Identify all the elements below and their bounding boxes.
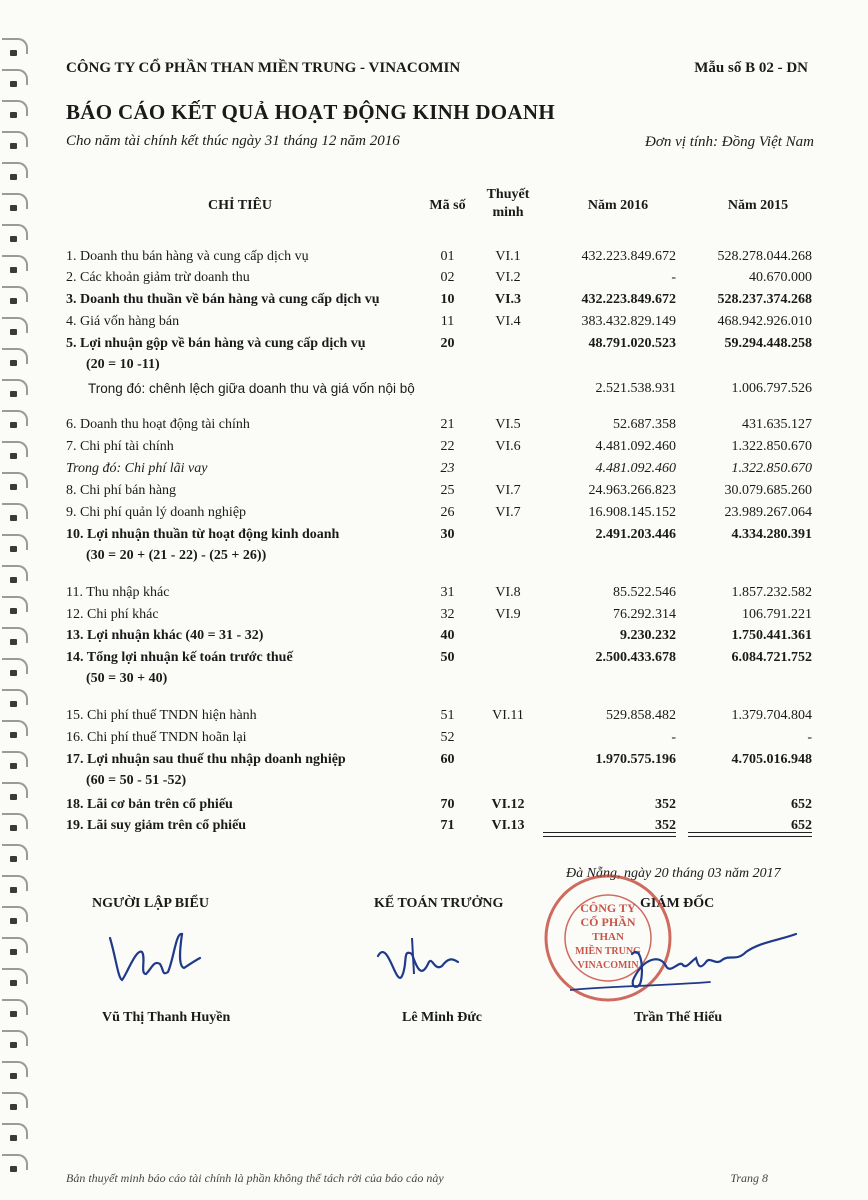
row-label: 4. Giá vốn hàng bán: [66, 314, 180, 329]
row-code: 71: [440, 818, 455, 833]
row-value-2016: 352: [655, 818, 676, 833]
row-value-2016: 432.223.849.672: [581, 249, 676, 264]
row-value-2016: 76.292.314: [613, 607, 676, 622]
row-value-2015: 30.079.685.260: [724, 483, 812, 498]
stamp-line-5: VINACOMIN: [577, 960, 639, 971]
binding-hole: [10, 236, 17, 242]
preparer-signature: [96, 918, 206, 998]
place-and-date: Đà Nẵng, ngày 20 tháng 03 năm 2017: [566, 866, 781, 881]
table-row: [0, 606, 868, 627]
binding-hole: [10, 1166, 17, 1172]
row-value-2015: 1.322.850.670: [731, 439, 812, 454]
row-value-2015: 652: [791, 797, 812, 812]
row-value-2016: 1.970.575.196: [595, 752, 676, 767]
column-header-note: [478, 186, 538, 222]
chief-accountant-title: KẾ TOÁN TRƯỞNG: [374, 896, 504, 911]
table-row: [0, 584, 868, 605]
row-value-2015: 1.379.704.804: [731, 708, 812, 723]
row-label: 2. Các khoản giảm trừ doanh thu: [66, 270, 250, 285]
binding-hole: [10, 577, 17, 583]
total-double-underline-2015: [688, 832, 812, 837]
total-double-underline-2016: [543, 832, 676, 837]
table-row: [0, 796, 868, 817]
row-code: 30: [440, 527, 455, 542]
table-row: [0, 248, 868, 269]
preparer-name: Vũ Thị Thanh Huyền: [102, 1010, 231, 1025]
binding-hole: [10, 1073, 17, 1079]
row-code: 50: [440, 650, 455, 665]
row-value-2016: 2.521.538.931: [595, 381, 676, 396]
table-row: [0, 729, 868, 750]
row-label: 8. Chi phí bán hàng: [66, 483, 177, 498]
binding-hole: [10, 174, 17, 180]
report-period: Cho năm tài chính kết thúc ngày 31 tháng 12 năm 2016: [66, 133, 400, 149]
row-value-2015: 431.635.127: [742, 417, 812, 432]
company-name: CÔNG TY CỔ PHẦN THAN MIỀN TRUNG - VINACOMIN: [66, 60, 461, 76]
row-value-2015: 1.006.797.526: [731, 381, 812, 396]
table-row: [0, 313, 868, 334]
table-row: [0, 504, 868, 525]
stamp-line-2: CỔ PHẦN: [580, 915, 636, 929]
row-value-2015: 6.084.721.752: [731, 650, 812, 665]
row-note: VI.12: [491, 797, 525, 812]
row-label: 14. Tổng lợi nhuận kế toán trước thuế: [66, 650, 293, 665]
row-label: 18. Lãi cơ bản trên cổ phiếu: [66, 797, 233, 812]
row-value-2016: 352: [655, 797, 676, 812]
row-note: VI.11: [492, 708, 524, 723]
row-value-2015: 4.705.016.948: [731, 752, 812, 767]
row-label: 15. Chi phí thuế TNDN hiện hành: [66, 708, 257, 723]
row-value-2016: 16.908.145.152: [588, 505, 676, 520]
chief-accountant-signature: [372, 928, 472, 998]
table-row: [0, 438, 868, 459]
row-code: 20: [440, 336, 455, 351]
table-row: [0, 751, 868, 772]
row-value-2015: 4.334.280.391: [731, 527, 812, 542]
row-value-2015: 59.294.448.258: [724, 336, 812, 351]
row-code: 22: [440, 439, 455, 454]
binding-hole: [10, 360, 17, 366]
footer-note: Bản thuyết minh báo cáo tài chính là phần không thể tách rời của báo cáo này: [66, 1171, 444, 1185]
binding-hole: [10, 949, 17, 955]
director-signature: [570, 914, 800, 1014]
stamp-line-4: MIỀN TRUNG: [575, 946, 641, 957]
row-value-2016: 9.230.232: [620, 628, 676, 643]
table-row: [0, 291, 868, 312]
row-label: 9. Chi phí quản lý doanh nghiệp: [66, 505, 247, 520]
row-value-2015: 106.791.221: [742, 607, 812, 622]
row-note: VI.1: [495, 249, 521, 264]
row-value-2015: 1.857.232.582: [731, 585, 812, 600]
column-header-2015: Năm 2015: [727, 198, 789, 213]
row-label: 6. Doanh thu hoạt động tài chính: [66, 417, 250, 432]
row-value-2015: 23.989.267.064: [724, 505, 812, 520]
row-note: VI.3: [494, 292, 522, 307]
report-title: BÁO CÁO KẾT QUẢ HOẠT ĐỘNG KINH DOANH: [66, 100, 555, 124]
row-code: 52: [440, 730, 455, 745]
row-label: 11. Thu nhập khác: [66, 585, 170, 600]
row-note: VI.8: [495, 585, 521, 600]
table-row: [0, 627, 868, 648]
row-note: VI.4: [495, 314, 521, 329]
row-label: 12. Chi phí khác: [66, 607, 159, 622]
row-code: 26: [440, 505, 455, 520]
row-code: 25: [440, 483, 455, 498]
row-label: Trong đó: Chi phí lãi vay: [66, 461, 208, 476]
row-label: 16. Chi phí thuế TNDN hoãn lại: [66, 730, 247, 745]
column-header-2016: Năm 2016: [587, 198, 649, 213]
row-value-2016: -: [671, 730, 676, 745]
row-value-2016: 383.432.829.149: [581, 314, 676, 329]
binding-hole: [10, 670, 17, 676]
binding-hole: [10, 887, 17, 893]
row-value-2016: 4.481.092.460: [595, 439, 676, 454]
row-code: 23: [440, 461, 455, 476]
row-note: VI.5: [495, 417, 521, 432]
row-value-2016: 432.223.849.672: [581, 292, 676, 307]
currency-unit: Đơn vị tính: Đồng Việt Nam: [645, 134, 814, 150]
binding-hole: [10, 918, 17, 924]
table-row: [0, 707, 868, 728]
row-code: 32: [440, 607, 455, 622]
row-formula: (60 = 50 - 51 -52): [86, 773, 187, 788]
binding-hole: [10, 1104, 17, 1110]
row-code: 40: [440, 628, 455, 643]
row-formula: (30 = 20 + (21 - 22) - (25 + 26)): [86, 548, 267, 563]
row-note: VI.9: [495, 607, 521, 622]
preparer-title: NGƯỜI LẬP BIỂU: [92, 896, 209, 911]
stamp-line-3: THAN: [592, 931, 624, 943]
table-row: [0, 526, 868, 547]
table-row: [0, 460, 868, 481]
row-label: 13. Lợi nhuận khác (40 = 31 - 32): [66, 628, 264, 643]
row-code: 11: [440, 314, 455, 329]
row-note: VI.2: [495, 270, 521, 285]
column-header-note-line2: minh: [492, 205, 524, 220]
row-code: 01: [440, 249, 455, 264]
binding-hole: [10, 856, 17, 862]
row-label: 10. Lợi nhuận thuần từ hoạt động kinh doanh: [66, 527, 340, 542]
row-label: Trong đó: chênh lệch giữa doanh thu và giá vốn nội bộ: [88, 381, 415, 396]
binding-hole: [10, 205, 17, 211]
table-row: [0, 482, 868, 503]
row-value-2016: -: [671, 270, 676, 285]
row-code: 02: [440, 270, 455, 285]
row-value-2015: 1.750.441.361: [731, 628, 812, 643]
binding-hole: [10, 1042, 17, 1048]
row-value-2016: 24.963.266.823: [588, 483, 676, 498]
row-label: 19. Lãi suy giảm trên cổ phiếu: [66, 818, 247, 833]
table-row: [0, 269, 868, 290]
binding-hole: [10, 1011, 17, 1017]
table-row: [0, 380, 868, 401]
director-title: GIÁM ĐỐC: [640, 896, 715, 911]
row-formula: (50 = 30 + 40): [86, 671, 168, 686]
row-label: 17. Lợi nhuận sau thuế thu nhập doanh nghiệp: [66, 752, 346, 767]
column-header-item: CHỈ TIÊU: [208, 198, 272, 213]
row-value-2016: 529.858.482: [606, 708, 676, 723]
row-code: 31: [440, 585, 455, 600]
row-value-2015: 528.278.044.268: [717, 249, 812, 264]
binding-hole: [10, 50, 17, 56]
row-value-2016: 85.522.546: [613, 585, 676, 600]
row-value-2016: 2.491.203.446: [595, 527, 676, 542]
page-number: Trang 8: [730, 1171, 768, 1185]
row-value-2016: 52.687.358: [613, 417, 676, 432]
director-name: Trần Thế Hiếu: [634, 1010, 723, 1025]
table-row: [0, 335, 868, 356]
form-number: Mẫu số B 02 - DN: [694, 60, 808, 76]
row-value-2016: 48.791.020.523: [588, 336, 676, 351]
row-note: VI.7: [495, 505, 521, 520]
binding-hole: [10, 980, 17, 986]
row-label: 7. Chi phí tài chính: [66, 439, 174, 454]
row-code: 10: [440, 292, 455, 307]
row-formula: (20 = 10 -11): [86, 357, 160, 372]
row-value-2016: 4.481.092.460: [595, 461, 676, 476]
column-header-note-line1: Thuyết: [486, 187, 530, 202]
row-value-2015: 528.237.374.268: [717, 292, 812, 307]
row-code: 70: [440, 797, 455, 812]
binding-hole: [10, 1135, 17, 1141]
row-value-2015: 468.942.926.010: [717, 314, 812, 329]
binding-hole: [10, 112, 17, 118]
column-header-code: Mã số: [429, 198, 466, 213]
row-label: 5. Lợi nhuận gộp về bán hàng và cung cấp dịch vụ: [66, 336, 366, 351]
row-note: VI.13: [491, 818, 525, 833]
row-code: 51: [440, 708, 455, 723]
row-label: 3. Doanh thu thuần về bán hàng và cung cấp dịch vụ: [66, 292, 380, 307]
row-value-2016: 2.500.433.678: [595, 650, 676, 665]
row-note: VI.6: [495, 439, 521, 454]
chief-accountant-name: Lê Minh Đức: [402, 1010, 482, 1025]
row-label: 1. Doanh thu bán hàng và cung cấp dịch vụ: [66, 249, 309, 264]
row-note: VI.7: [495, 483, 521, 498]
binding-hole: [10, 143, 17, 149]
table-row: [0, 649, 868, 670]
stamp-line-1: CÔNG TY: [580, 901, 636, 915]
row-value-2015: 40.670.000: [749, 270, 812, 285]
row-value-2015: 652: [791, 818, 812, 833]
row-value-2015: 1.322.850.670: [731, 461, 812, 476]
row-value-2015: -: [807, 730, 812, 745]
row-code: 21: [440, 417, 455, 432]
binding-hole: [10, 81, 17, 87]
table-row: [0, 416, 868, 437]
row-code: 60: [440, 752, 455, 767]
